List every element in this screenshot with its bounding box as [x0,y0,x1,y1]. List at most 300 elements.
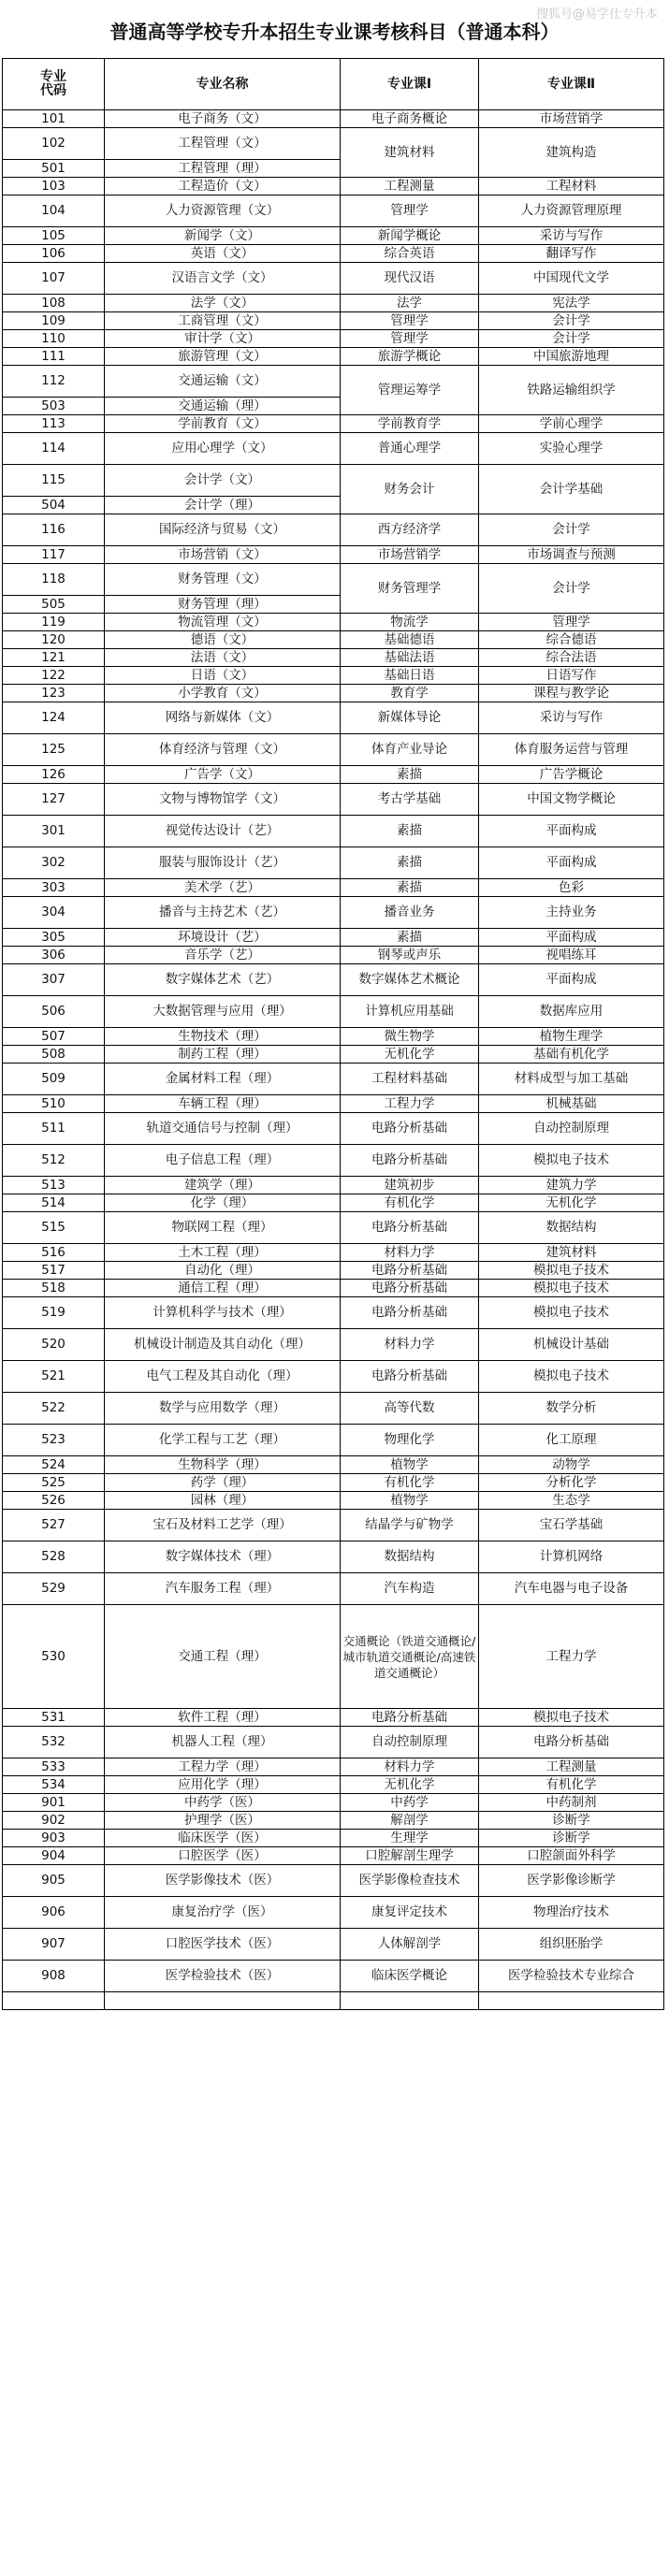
cell-code: 510 [3,1095,105,1113]
cell-course2: 模拟电子技术 [479,1361,664,1393]
cell-course1: 电路分析基础 [341,1262,479,1280]
table-row [3,312,664,330]
table-row [3,564,664,596]
cell-name: 播音与主持艺术（艺） [105,897,341,929]
cell-course1: 教育学 [341,685,479,702]
cell-code: 907 [3,1929,105,1961]
cell-course2: 植物生理学 [479,1028,664,1046]
cell-name: 机器人工程（理） [105,1727,341,1758]
cell-course2: 平面构成 [479,816,664,847]
cell-course1: 电路分析基础 [341,1212,479,1244]
table-row [3,110,664,128]
table-row [3,667,664,685]
table-row [3,1758,664,1776]
cell-code: 901 [3,1794,105,1812]
cell-course2: 综合法语 [479,649,664,667]
cell-name: 旅游管理（文） [105,348,341,366]
cell-code: 517 [3,1262,105,1280]
cell-course2: 分析化学 [479,1474,664,1492]
cell-name: 生物科学（理） [105,1456,341,1474]
cell-course2: 诊断学 [479,1830,664,1847]
cell-code: 117 [3,546,105,564]
cell-name: 国际经济与贸易（文） [105,514,341,546]
table-row [3,685,664,702]
cell-course2: 宪法学 [479,295,664,312]
cell-name: 电子信息工程（理） [105,1145,341,1177]
cell-course1: 财务管理学 [341,564,479,614]
cell-course1: 临床医学概论 [341,1961,479,1992]
cell-code: 902 [3,1812,105,1830]
cell-course2: 机械设计基础 [479,1329,664,1361]
cell-name: 交通运输（文） [105,366,341,398]
cell-code: 119 [3,614,105,631]
cell-course1: 基础法语 [341,649,479,667]
cell-name: 医学影像技术（医） [105,1865,341,1897]
cell-code: 110 [3,330,105,348]
cell-code: 529 [3,1573,105,1605]
cell-code: 518 [3,1280,105,1297]
cell-course2: 计算机网络 [479,1541,664,1573]
cell-course2: 物理治疗技术 [479,1897,664,1929]
cell-code: 125 [3,734,105,766]
cell-name: 交通运输（理） [105,398,341,415]
cell-name: 法学（文） [105,295,341,312]
cell-course2: 中国文物学概论 [479,784,664,816]
cell-course1: 无机化学 [341,1776,479,1794]
cell-course1: 电路分析基础 [341,1113,479,1145]
cell-name: 汉语言文学（文） [105,263,341,295]
cell-code: 511 [3,1113,105,1145]
cell-code: 522 [3,1393,105,1425]
table-row [3,1046,664,1064]
cell-course2: 医学检验技术专业综合 [479,1961,664,1992]
cell-course2 [479,1992,664,2010]
cell-course2: 广告学概论 [479,766,664,784]
cell-course1: 自动控制原理 [341,1727,479,1758]
cell-name: 工程管理（理） [105,160,341,178]
cell-name: 口腔医学（医） [105,1847,341,1865]
table-row [3,1280,664,1297]
table-row [3,227,664,245]
cell-code: 114 [3,433,105,465]
cell-code: 514 [3,1194,105,1212]
table-row [3,1865,664,1897]
cell-course1: 物流学 [341,614,479,631]
cell-name: 英语（文） [105,245,341,263]
cell-name: 计算机科学与技术（理） [105,1297,341,1329]
cell-course2: 课程与教学论 [479,685,664,702]
cell-name: 美术学（艺） [105,879,341,897]
table-row [3,1897,664,1929]
table-row [3,964,664,996]
table-row [3,128,664,160]
cell-code: 106 [3,245,105,263]
cell-name: 视觉传达设计（艺） [105,816,341,847]
cell-name: 工程力学（理） [105,1758,341,1776]
cell-course1: 工程力学 [341,1095,479,1113]
table-row [3,514,664,546]
cell-name: 德语（文） [105,631,341,649]
cell-course2: 会计学 [479,564,664,614]
cell-course2: 视唱练耳 [479,947,664,964]
table-row [3,546,664,564]
cell-course2: 中国旅游地理 [479,348,664,366]
cell-course1: 康复评定技术 [341,1897,479,1929]
cell-code: 109 [3,312,105,330]
cell-course2: 管理学 [479,614,664,631]
cell-code: 105 [3,227,105,245]
table-row [3,1573,664,1605]
cell-name: 轨道交通信号与控制（理） [105,1113,341,1145]
table-row [3,1961,664,1992]
cell-code: 126 [3,766,105,784]
cell-name: 电气工程及其自动化（理） [105,1361,341,1393]
cell-name: 车辆工程（理） [105,1095,341,1113]
table-row [3,1113,664,1145]
table-row [3,433,664,465]
cell-course1: 微生物学 [341,1028,479,1046]
cell-course1: 旅游学概论 [341,348,479,366]
cell-code: 906 [3,1897,105,1929]
cell-name: 园林（理） [105,1492,341,1510]
cell-code: 503 [3,398,105,415]
cell-name: 口腔医学技术（医） [105,1929,341,1961]
cell-code: 507 [3,1028,105,1046]
cell-course2: 中药制剂 [479,1794,664,1812]
cell-name: 服装与服饰设计（艺） [105,847,341,879]
cell-course2: 会计学 [479,514,664,546]
cell-name: 物流管理（文） [105,614,341,631]
cell-course1: 人体解剖学 [341,1929,479,1961]
cell-code: 108 [3,295,105,312]
cell-code: 526 [3,1492,105,1510]
cell-course1: 基础德语 [341,631,479,649]
table-row [3,348,664,366]
table-row [3,465,664,497]
cell-course2: 有机化学 [479,1776,664,1794]
cell-course2: 宝石学基础 [479,1510,664,1541]
cell-course2: 人力资源管理原理 [479,195,664,227]
cell-course2: 模拟电子技术 [479,1262,664,1280]
cell-course2: 工程力学 [479,1605,664,1709]
cell-code: 504 [3,497,105,514]
cell-name: 小学教育（文） [105,685,341,702]
cell-code: 530 [3,1605,105,1709]
cell-course1: 管理学 [341,330,479,348]
cell-course2: 色彩 [479,879,664,897]
cell-course1: 素描 [341,766,479,784]
cell-course1: 电路分析基础 [341,1297,479,1329]
cell-name: 广告学（文） [105,766,341,784]
cell-course1: 建筑初步 [341,1177,479,1194]
cell-name: 体育经济与管理（文） [105,734,341,766]
cell-code: 301 [3,816,105,847]
cell-course1: 高等代数 [341,1393,479,1425]
table-row [3,1605,664,1709]
exam-subjects-table [2,58,664,2010]
cell-course2: 基础有机化学 [479,1046,664,1064]
cell-name: 物联网工程（理） [105,1212,341,1244]
table-row [3,263,664,295]
cell-course2: 建筑力学 [479,1177,664,1194]
cell-course1: 法学 [341,295,479,312]
cell-code: 533 [3,1758,105,1776]
cell-course2: 无机化学 [479,1194,664,1212]
cell-name: 机械设计制造及其自动化（理） [105,1329,341,1361]
cell-course2: 体育服务运营与管理 [479,734,664,766]
cell-course1: 播音业务 [341,897,479,929]
cell-course1: 素描 [341,847,479,879]
cell-code: 528 [3,1541,105,1573]
cell-code: 532 [3,1727,105,1758]
page-title: 普通高等学校专升本招生专业课考核科目（普通本科） [109,21,560,43]
cell-name: 金属材料工程（理） [105,1064,341,1095]
cell-course2: 平面构成 [479,964,664,996]
cell-name: 人力资源管理（文） [105,195,341,227]
cell-course2: 铁路运输组织学 [479,366,664,415]
cell-course2: 会计学基础 [479,465,664,514]
cell-code: 904 [3,1847,105,1865]
cell-name: 临床医学（医） [105,1830,341,1847]
cell-course2: 模拟电子技术 [479,1145,664,1177]
cell-course1: 口腔解剖生理学 [341,1847,479,1865]
cell-name: 中药学（医） [105,1794,341,1812]
cell-course2: 建筑材料 [479,1244,664,1262]
cell-course1: 学前教育学 [341,415,479,433]
table-row [3,1177,664,1194]
cell-course2: 医学影像诊断学 [479,1865,664,1897]
cell-course2: 综合德语 [479,631,664,649]
cell-course1: 体育产业导论 [341,734,479,766]
table-row [3,1361,664,1393]
cell-name: 市场营销（文） [105,546,341,564]
cell-code: 101 [3,110,105,128]
cell-course1: 医学影像检查技术 [341,1865,479,1897]
cell-name: 工程造价（文） [105,178,341,195]
cell-course1: 管理学 [341,312,479,330]
cell-name: 土木工程（理） [105,1244,341,1262]
cell-code: 515 [3,1212,105,1244]
cell-course1: 基础日语 [341,667,479,685]
cell-course1: 数据结构 [341,1541,479,1573]
table-row [3,1474,664,1492]
table-row [3,631,664,649]
table-row [3,1510,664,1541]
cell-name: 会计学（理） [105,497,341,514]
cell-name: 汽车服务工程（理） [105,1573,341,1605]
cell-course2: 汽车电器与电子设备 [479,1573,664,1605]
cell-course1: 工程测量 [341,178,479,195]
cell-course1: 无机化学 [341,1046,479,1064]
cell-code: 524 [3,1456,105,1474]
cell-course2: 材料成型与加工基础 [479,1064,664,1095]
cell-code: 501 [3,160,105,178]
cell-course1: 管理学 [341,195,479,227]
cell-name: 自动化（理） [105,1262,341,1280]
cell-code: 304 [3,897,105,929]
cell-name: 康复治疗学（医） [105,1897,341,1929]
table-row [3,766,664,784]
cell-name: 财务管理（理） [105,596,341,614]
table-row [3,947,664,964]
table-row [3,1064,664,1095]
cell-code: 103 [3,178,105,195]
cell-name: 护理学（医） [105,1812,341,1830]
cell-code: 516 [3,1244,105,1262]
table-row [3,702,664,734]
header-code: 专业 代码 [3,59,105,110]
cell-code: 519 [3,1297,105,1329]
cell-code: 116 [3,514,105,546]
cell-code: 523 [3,1425,105,1456]
table-row [3,1262,664,1280]
cell-name: 软件工程（理） [105,1709,341,1727]
cell-course2: 诊断学 [479,1812,664,1830]
cell-course1: 市场营销学 [341,546,479,564]
cell-name: 文物与博物馆学（文） [105,784,341,816]
cell-course1: 管理运筹学 [341,366,479,415]
cell-code: 306 [3,947,105,964]
cell-code: 534 [3,1776,105,1794]
cell-course1: 素描 [341,816,479,847]
cell-course2: 口腔颌面外科学 [479,1847,664,1865]
table-row [3,1794,664,1812]
table-row [3,614,664,631]
cell-name: 通信工程（理） [105,1280,341,1297]
table-row [3,1929,664,1961]
table-row [3,295,664,312]
cell-code: 111 [3,348,105,366]
cell-course2: 会计学 [479,330,664,348]
cell-code: 512 [3,1145,105,1177]
cell-course1: 综合英语 [341,245,479,263]
cell-code: 903 [3,1830,105,1847]
cell-course1: 工程材料基础 [341,1064,479,1095]
cell-course1: 物理化学 [341,1425,479,1456]
cell-course1: 有机化学 [341,1194,479,1212]
watermark: 搜狐号@易学仕专升本 [535,7,658,22]
cell-code: 508 [3,1046,105,1064]
table-row [3,1212,664,1244]
cell-name: 化学工程与工艺（理） [105,1425,341,1456]
table-row [3,178,664,195]
cell-name: 学前教育（文） [105,415,341,433]
table-row [3,1095,664,1113]
cell-code: 908 [3,1961,105,1992]
cell-code: 107 [3,263,105,295]
cell-name: 数字媒体技术（理） [105,1541,341,1573]
cell-course2: 主持业务 [479,897,664,929]
table-row [3,415,664,433]
cell-name: 应用心理学（文） [105,433,341,465]
cell-code: 305 [3,929,105,947]
cell-course1: 普通心理学 [341,433,479,465]
cell-course1: 解剖学 [341,1812,479,1830]
cell-course2: 模拟电子技术 [479,1297,664,1329]
table-row [3,1492,664,1510]
cell-course1: 新闻学概论 [341,227,479,245]
cell-course1: 植物学 [341,1492,479,1510]
cell-course1: 电路分析基础 [341,1145,479,1177]
cell-course2: 学前心理学 [479,415,664,433]
cell-code: 121 [3,649,105,667]
header-course1: 专业课Ⅰ [341,59,479,110]
cell-name: 应用化学（理） [105,1776,341,1794]
cell-name: 生物技术（理） [105,1028,341,1046]
table-row [3,245,664,263]
cell-name: 医学检验技术（医） [105,1961,341,1992]
cell-course1: 有机化学 [341,1474,479,1492]
table-row [3,1244,664,1262]
cell-course2: 会计学 [479,312,664,330]
cell-code: 905 [3,1865,105,1897]
table-row [3,1297,664,1329]
cell-course1: 新媒体导论 [341,702,479,734]
cell-code: 115 [3,465,105,497]
table-row [3,879,664,897]
cell-course2: 市场营销学 [479,110,664,128]
cell-course2: 采访与写作 [479,702,664,734]
cell-course2: 工程材料 [479,178,664,195]
table-row [3,1992,664,2010]
cell-course2: 日语写作 [479,667,664,685]
cell-name: 电子商务（文） [105,110,341,128]
cell-code: 113 [3,415,105,433]
cell-course2: 化工原理 [479,1425,664,1456]
cell-name [105,1992,341,2010]
cell-name: 宝石及材料工艺学（理） [105,1510,341,1541]
cell-code: 527 [3,1510,105,1541]
cell-course1: 交通概论（铁道交通概论/城市轨道交通概论/高速铁道交通概论） [341,1605,479,1709]
table-row [3,784,664,816]
cell-course2: 组织胚胎学 [479,1929,664,1961]
cell-code: 303 [3,879,105,897]
cell-code: 525 [3,1474,105,1492]
cell-name: 工程管理（文） [105,128,341,160]
cell-name: 交通工程（理） [105,1605,341,1709]
cell-code: 122 [3,667,105,685]
table-header-row [3,59,664,110]
cell-name: 环境设计（艺） [105,929,341,947]
cell-course2: 生态学 [479,1492,664,1510]
cell-code [3,1992,105,2010]
header-name: 专业名称 [105,59,341,110]
cell-course2: 机械基础 [479,1095,664,1113]
cell-course1: 中药学 [341,1794,479,1812]
table-row [3,330,664,348]
cell-course1: 材料力学 [341,1329,479,1361]
cell-code: 112 [3,366,105,398]
cell-course1: 钢琴或声乐 [341,947,479,964]
cell-code: 513 [3,1177,105,1194]
table-row [3,996,664,1028]
cell-name: 数学与应用数学（理） [105,1393,341,1425]
table-row [3,649,664,667]
cell-code: 521 [3,1361,105,1393]
cell-course1: 材料力学 [341,1758,479,1776]
cell-name: 工商管理（文） [105,312,341,330]
cell-course2: 中国现代文学 [479,263,664,295]
cell-name: 财务管理（文） [105,564,341,596]
cell-course1: 财务会计 [341,465,479,514]
cell-name: 新闻学（文） [105,227,341,245]
table-row [3,1393,664,1425]
cell-course1: 计算机应用基础 [341,996,479,1028]
cell-course2: 自动控制原理 [479,1113,664,1145]
table-row [3,1812,664,1830]
cell-course1: 数字媒体艺术概论 [341,964,479,996]
cell-name: 会计学（文） [105,465,341,497]
